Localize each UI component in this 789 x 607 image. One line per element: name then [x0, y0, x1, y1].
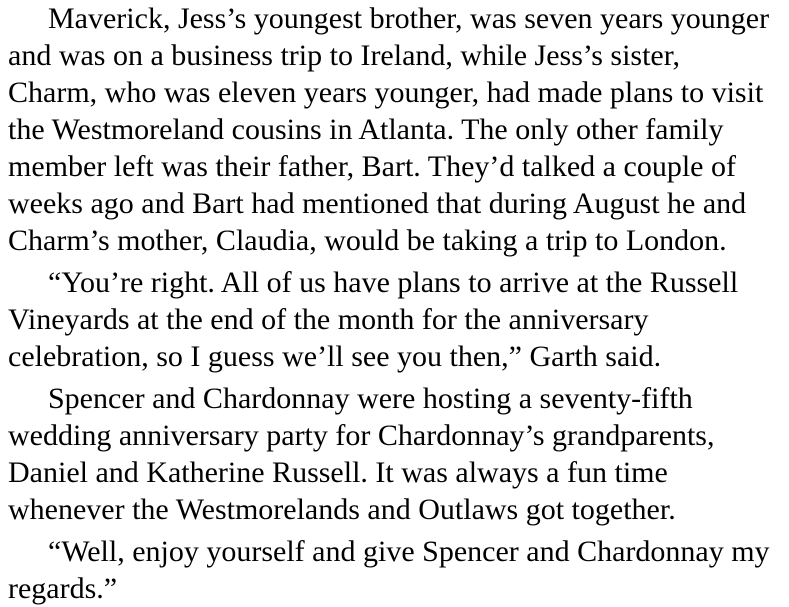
- text-line: regards.”: [8, 572, 118, 605]
- text-line: Maverick, Jess’s youngest brother, was seven years younger: [48, 2, 770, 35]
- text-line: “Well, enjoy yourself and give Spencer and Chardonnay my: [48, 535, 770, 568]
- paragraph: [8, 264, 781, 375]
- text-line: Vineyards at the end of the month for the anniversary: [8, 303, 649, 336]
- text-line: wedding anniversary party for Chardonnay’s grandparents,: [8, 419, 715, 452]
- paragraph: [8, 533, 781, 607]
- text-line: whenever the Westmorelands and Outlaws got together.: [8, 493, 676, 526]
- text-line: the Westmoreland cousins in Atlanta. The only other family: [8, 113, 724, 146]
- text-line: Charm, who was eleven years younger, had made plans to visit: [8, 76, 764, 109]
- text-line: Charm’s mother, Claudia, would be taking a trip to London.: [8, 224, 727, 257]
- paragraph: [8, 0, 781, 259]
- text-line: and was on a business trip to Ireland, while Jess’s sister,: [8, 39, 681, 72]
- text-line: Spencer and Chardonnay were hosting a seventy-fifth: [48, 382, 693, 415]
- text-line: weeks ago and Bart had mentioned that during August he and: [8, 187, 747, 220]
- text-line: “You’re right. All of us have plans to arrive at the Russell: [48, 266, 739, 299]
- text-line: celebration, so I guess we’ll see you then,” Garth said.: [8, 340, 662, 373]
- paragraph: [8, 380, 781, 528]
- text-line: Daniel and Katherine Russell. It was always a fun time: [8, 456, 668, 489]
- text-line: member left was their father, Bart. They’d talked a couple of: [8, 150, 736, 183]
